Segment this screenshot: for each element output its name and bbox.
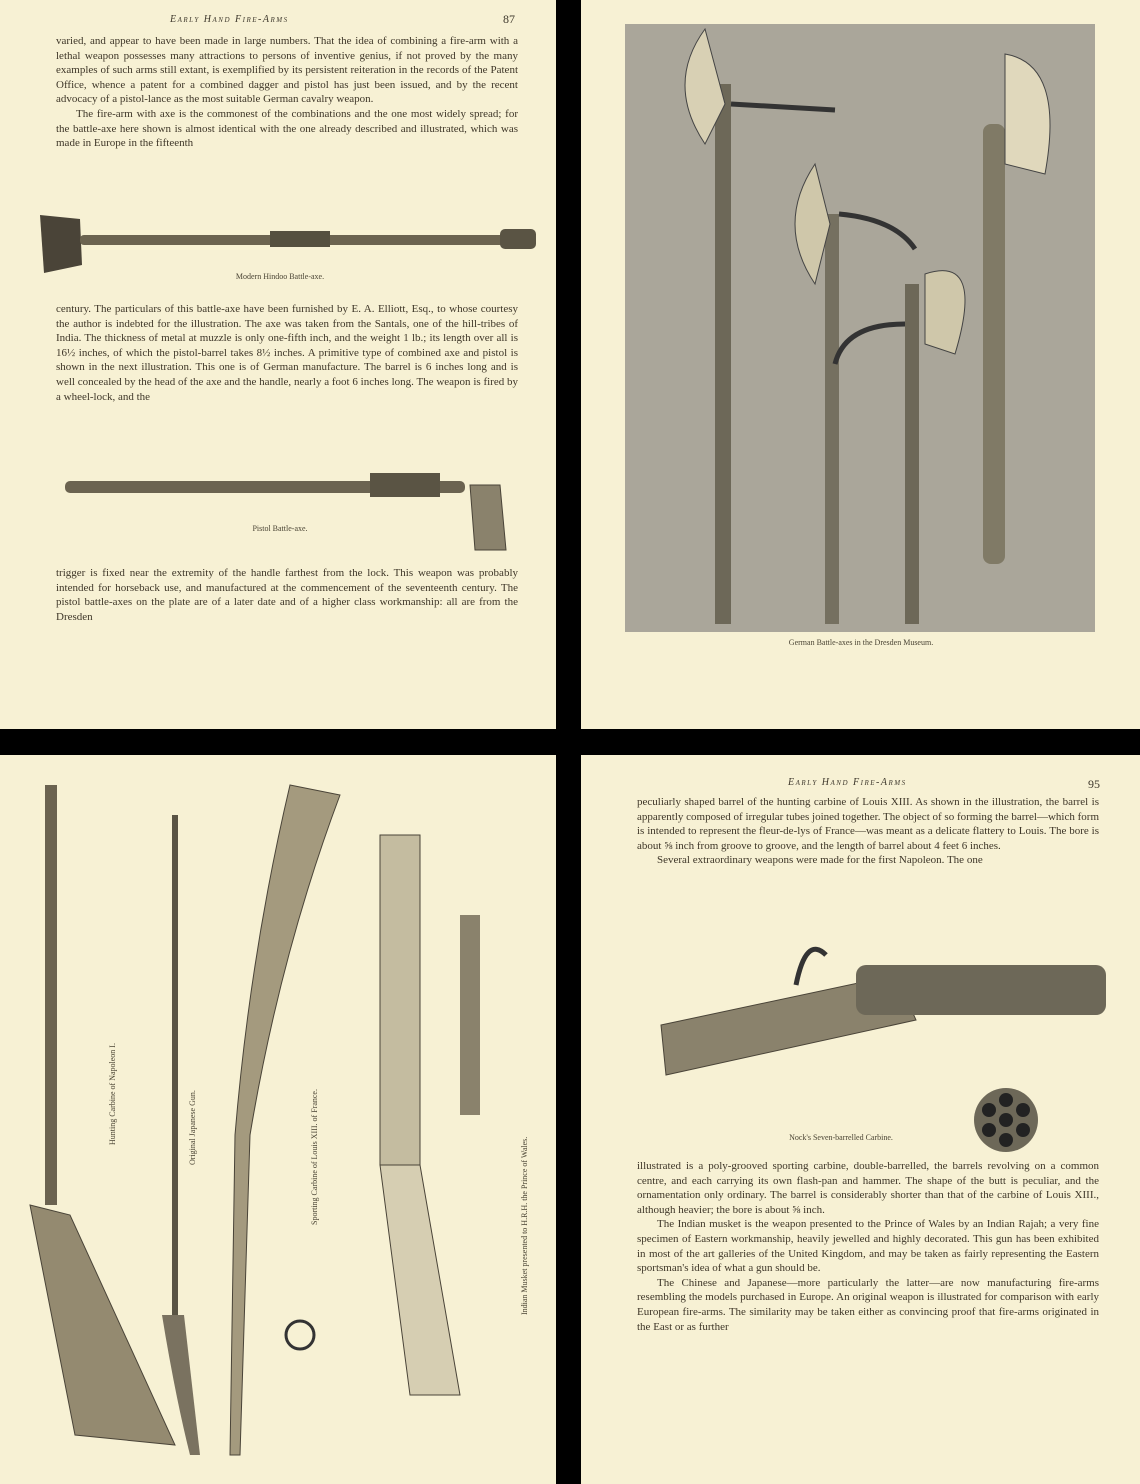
- dresden-battle-axes-engraving: [625, 24, 1095, 632]
- page-number: 87: [503, 12, 515, 26]
- louis-carbine-drawing: [230, 785, 340, 1455]
- running-head: Early Hand Fire-Arms: [788, 777, 907, 788]
- figure-caption-vertical: Hunting Carbine of Napoleon I.: [108, 1043, 117, 1145]
- figure-caption: Nock's Seven-barrelled Carbine.: [789, 1133, 893, 1142]
- paragraph: peculiarly shaped barrel of the hunting carbine of Louis XIII. As shown in the illustration, the barrel is apparently composed of irregular tubes joined together. The object of so forming the barrel—which form is intended to represent the fleur-de-lys of France—was meant as a delicate flattery to Louis. The bore is about ⅝ inch from groove to groove, and the length of barrel about 4 feet 6 inches.: [637, 796, 1099, 852]
- hindoo-battle-axe-illustration: [30, 205, 540, 280]
- paragraph: The Chinese and Japanese—more particularly the latter—are now manufacturing fire-arms resembling the models purchased in Europe. An original weapon is illustrated for comparison with early European fire-arms. The similarity may be taken either as convincing proof that fire-arms originated in the East or as further: [637, 1276, 1099, 1333]
- book-page-95: [581, 755, 1140, 1484]
- plate-page-dresden: [581, 0, 1140, 729]
- four-guns-illustration: [0, 755, 556, 1484]
- body-text-middle: [56, 302, 518, 404]
- figure-caption-vertical: Indian Musket presented to H.R.H. the Prince of Wales.: [520, 1136, 529, 1315]
- paragraph: Several extraordinary weapons were made for the first Napoleon. The one: [657, 854, 983, 867]
- body-text-bottom: [56, 566, 518, 624]
- paragraph: The Indian musket is the weapon presented to the Prince of Wales by an Indian Rajah; a very fine specimen of Eastern workmanship, heavily jewelled and highly decorated. This gun has been exhibited in most of the art galleries of the United Kingdom, and may be taken as fairly representing the Eastern sportsman's idea of what a gun should be.: [637, 1218, 1099, 1275]
- body-text-top: [637, 795, 1099, 868]
- paragraph: The fire-arm with axe is the commonest of the combinations and the one most widely spread; for the battle-axe here shown is almost identical with the one already described and illustrated, which was made in Europe in the fifteenth: [56, 107, 518, 150]
- seven-barrelled-carbine-illustration: [656, 925, 1116, 1155]
- figure-caption: Modern Hindoo Battle-axe.: [235, 272, 325, 281]
- plate-page-guns: [0, 755, 556, 1484]
- indian-musket-drawing: [380, 835, 420, 1165]
- paragraph: century. The particulars of this battle-axe have been furnished by E. A. Elliott, Esq., to whose courtesy the author is indebted for the illustration. The axe was taken from the Santals, one of the hill-tribes of India. The thickness of metal at muzzle is only one-fifth inch, and the weight 1 lb.; its length over all is 16½ inches, of which the pistol-barrel takes 8½ inches. A primitive type of combined axe and pistol is shown in the next illustration. This one is of German manufacture. The barrel is 6 inches long and is well concealed by the head of the axe and the handle, nearly a foot 6 inches long. The weapon is fired by a wheel-lock, and the: [56, 303, 518, 403]
- body-text-bottom: [637, 1159, 1099, 1334]
- page-number: 95: [1088, 777, 1100, 791]
- paragraph: illustrated is a poly-grooved sporting carbine, double-barrelled, the barrels revolving on a common centre, and each carrying its own flash-pan and hammer. The shape of the butt is peculiar, and the ornamentation only ordinary. The barrel is considerably shorter than that of the carbine of Louis XIII., although heavier; the bore is about ⅝ inch.: [637, 1160, 1099, 1216]
- figure-caption: Pistol Battle-axe.: [252, 524, 308, 533]
- paragraph: varied, and appear to have been made in large numbers. That the idea of combining a fire-arm with a lethal weapon possesses many attractions to persons of inventive genius, if not proved by the many examples of such arms still extant, is exemplified by its persistent reiteration in the records of the Patent Office, whence a patent for a combined dagger and pistol has just been issued, and by the recent advocacy of a pistol-lance as the most suitable German cavalry weapon.: [56, 35, 518, 106]
- japanese-gun-drawing: [172, 815, 178, 1315]
- figure-caption-vertical: Sporting Carbine of Louis XIII. of France.: [310, 1089, 319, 1225]
- book-page-87: [0, 0, 556, 729]
- napoleon-carbine-drawing: [45, 785, 57, 1205]
- plate-caption: German Battle-axes in the Dresden Museum.: [788, 638, 934, 647]
- paragraph: trigger is fixed near the extremity of the handle farthest from the lock. This weapon was probably intended for horseback use, and manufactured at the commencement of the seventeenth century. The pistol battle-axes on the plate are of a later date and of a higher class workmanship: all are from the Dresden: [56, 567, 518, 623]
- figure-caption-vertical: Original Japanese Gun.: [188, 1090, 197, 1165]
- pistol-battle-axe-illustration: [60, 455, 510, 555]
- body-text-top: [56, 34, 518, 151]
- running-head: Early Hand Fire-Arms: [170, 14, 289, 25]
